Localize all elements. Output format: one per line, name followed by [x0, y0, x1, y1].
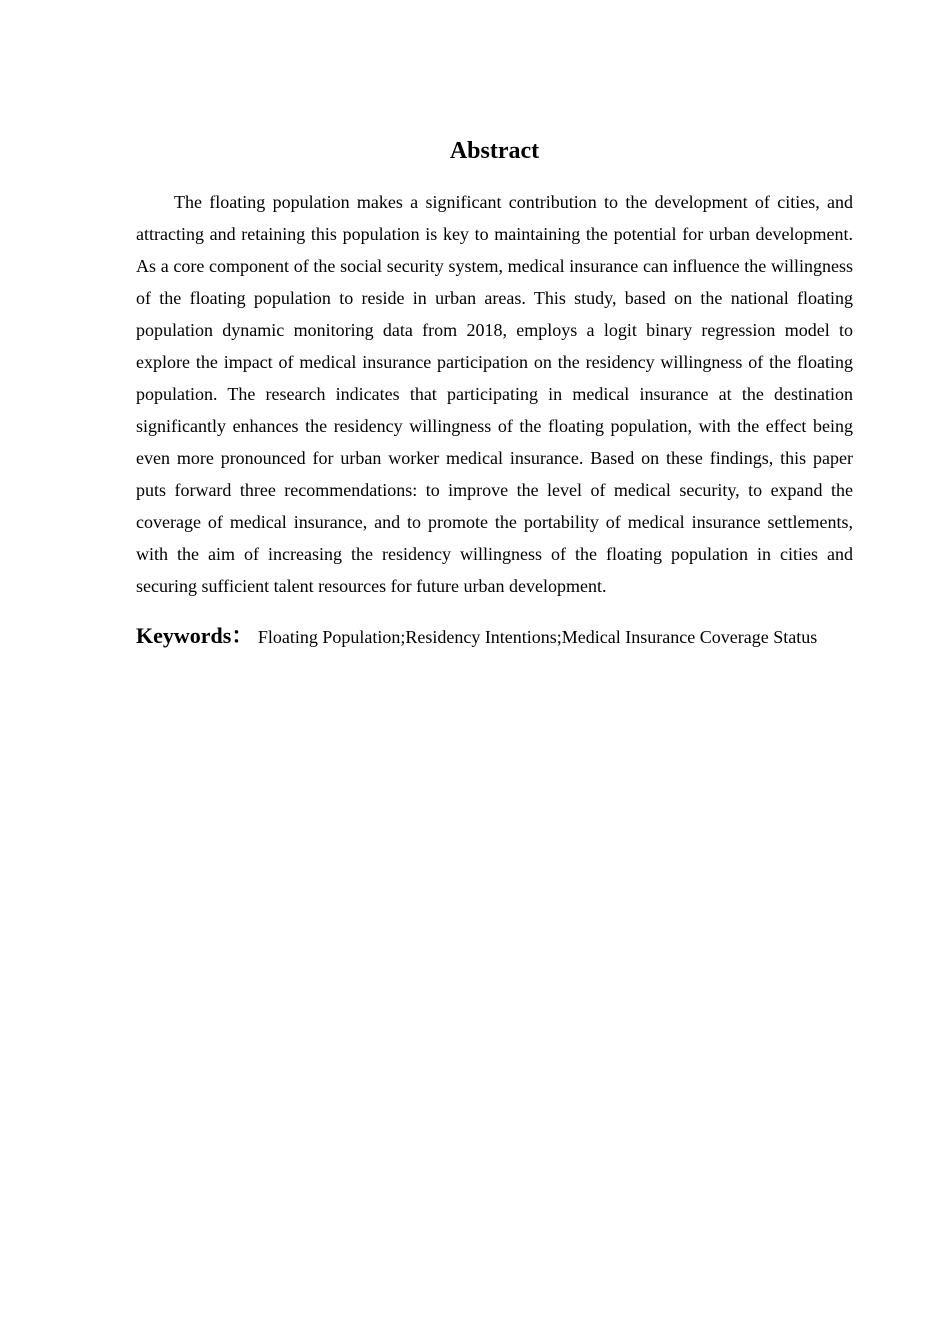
keywords-list: Floating Population;Residency Intentions;Medical Insurance Coverage Status — [257, 627, 818, 647]
abstract-section — [136, 133, 853, 653]
abstract-body: The floating population makes a significant contribution to the development of cities, and attracting and retaining this population is key to maintaining the potential for urban development. As a core component of the social security system, medical insurance can influence the willingness of the floating population to reside in urban areas. This study, based on the national floating population dynamic monitoring data from 2018, employs a logit binary regression model to explore the impact of medical insurance participation on the residency willingness of the floating population. The research indicates that participating in medical insurance at the destination significantly enhances the residency willingness of the floating population, with the effect being even more pronounced for urban worker medical insurance. Based on these findings, this paper puts forward three recommendations: to improve the level of medical security, to expand the coverage of medical insurance, and to promote the portability of medical insurance settlements, with the aim of increasing the residency willingness of the floating population in cities and securing sufficient talent resources for future urban development. — [136, 192, 853, 596]
abstract-title: Abstract — [449, 138, 540, 164]
keywords-line — [136, 620, 853, 653]
keywords-label: Keywords： — [136, 623, 254, 648]
